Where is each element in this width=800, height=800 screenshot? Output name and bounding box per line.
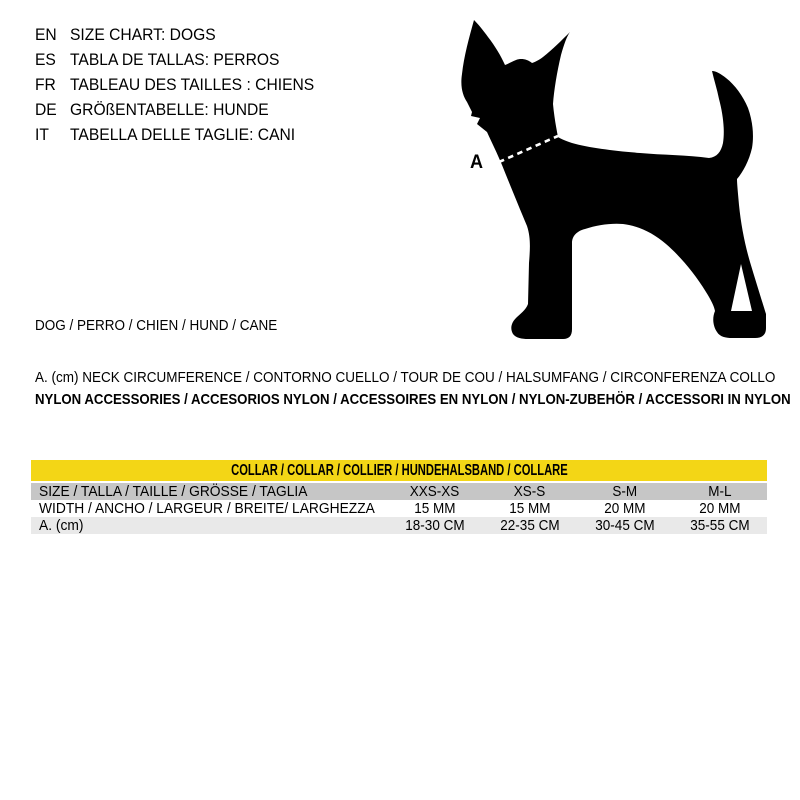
collar-table-header-text: COLLAR / COLLAR / COLLIER / HUNDEHALSBAND / COLLARE [230,462,568,479]
caption-material [35,392,800,408]
row-label [31,500,387,517]
page-title-es: TABLA DE TALLAS: PERROS [70,50,280,69]
width-value: 20 MM [698,500,741,517]
size-value: XS-S [513,483,546,500]
language-code: FR [35,75,56,94]
dog-figure [440,10,800,350]
size-cell [387,483,482,500]
size-value: S-M [612,483,637,500]
row-label [31,517,387,534]
width-value: 15 MM [413,500,456,517]
width-cell [387,500,482,517]
page-title: SIZE CHART: DOGS [70,25,216,44]
language-code: ES [35,50,56,69]
size-value: M-L [707,483,732,500]
size-cell [577,483,672,500]
neck-cell [577,517,672,534]
width-value: 20 MM [603,500,646,517]
language-code: DE [35,100,57,119]
language-code: IT [35,125,49,144]
language-code: EN [35,25,57,44]
caption-species-text: DOG / PERRO / CHIEN / HUND / CANE [35,317,278,334]
neck-cell [672,517,767,534]
table-row-size [31,483,767,500]
row-label [31,483,387,500]
caption-material-text: NYLON ACCESSORIES / ACCESORIOS NYLON / ACCESSOIRES EN NYLON / NYLON-ZUBEHÖR / ACCESSORI IN NYLON [35,391,791,408]
size-cell [482,483,577,500]
size-cell [672,483,767,500]
neck-value: 35-55 CM [689,517,750,534]
collar-table-header [31,460,767,481]
caption-species [35,318,304,334]
collar-size-table [31,460,767,534]
dog-body-path [461,20,766,339]
caption-measure-legend [35,370,800,386]
page-title-de: GRÖßENTABELLE: HUNDE [70,100,269,119]
width-cell [482,500,577,517]
neck-value: 18-30 CM [404,517,465,534]
width-value: 15 MM [508,500,551,517]
neck-value: 30-45 CM [594,517,655,534]
measurement-point-label: A [470,152,484,173]
neck-value: 22-35 CM [499,517,560,534]
neck-cell [387,517,482,534]
width-cell [672,500,767,517]
table-row-neck-circumference [31,517,767,534]
caption-measure-text: A. (cm) NECK CIRCUMFERENCE / CONTORNO CUELLO / TOUR DE COU / HALSUMFANG / CIRCONFERENZA COLLO [35,369,776,386]
page-title-fr: TABLEAU DES TAILLES : CHIENS [70,75,315,94]
row-label-text: A. (cm) [39,517,84,534]
table-row-width [31,500,767,517]
neck-cell [482,517,577,534]
width-cell [577,500,672,517]
page-title-it: TABELLA DELLE TAGLIE: CANI [70,125,296,144]
dog-silhouette-icon [440,10,800,350]
row-label-text: SIZE / TALLA / TAILLE / GRÖSSE / TAGLIA [39,483,308,500]
row-label-text: WIDTH / ANCHO / LARGEUR / BREITE/ LARGHEZZA [39,500,375,517]
size-value: XXS-XS [409,483,460,500]
